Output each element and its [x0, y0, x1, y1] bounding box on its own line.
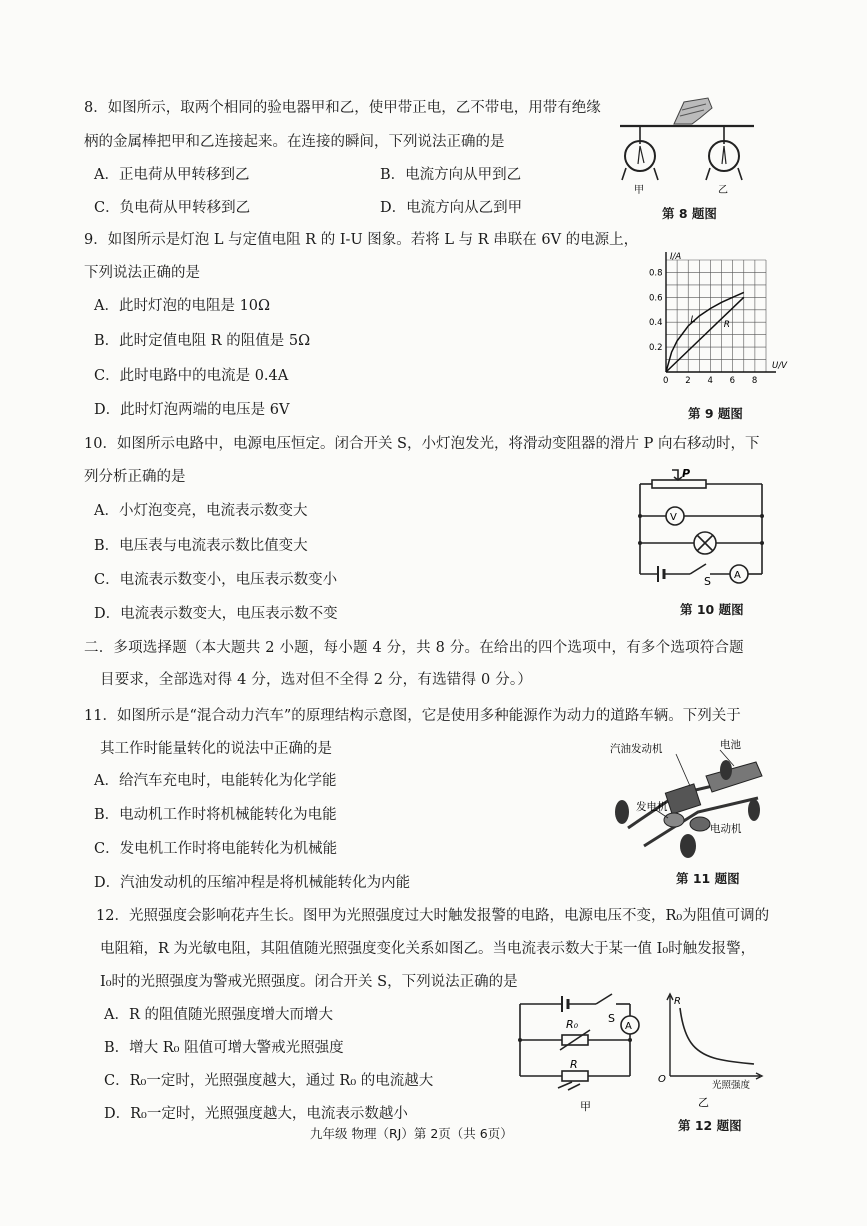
q12-option-a: A．R 的阻值随光照强度增大而增大: [104, 1007, 333, 1023]
q10-circuit-figure: [630, 466, 770, 586]
chart-x-tick-label: 0: [663, 376, 669, 386]
q8-option-a: A．正电荷从甲转移到乙: [94, 167, 250, 183]
q12-label-a: A: [625, 1021, 632, 1032]
q10-label-v: V: [670, 512, 677, 523]
q12-label-jia: 甲: [580, 1100, 591, 1113]
q11-stem-line2: 其工作时能量转化的说法中正确的是: [100, 741, 332, 757]
q8-option-c: C．负电荷从甲转移到乙: [94, 200, 251, 216]
q11-label-motor: 电动机: [710, 823, 742, 835]
q11-label-generator: 发电机: [636, 801, 668, 813]
chart-series-label-r: R: [723, 320, 731, 331]
chart-y-tick-label: 0.4: [649, 318, 663, 329]
chart-y-axis-label: I/A: [670, 252, 682, 262]
chart-x-axis-label: U/V: [772, 361, 787, 371]
q8-option-b: B．电流方向从甲到乙: [380, 167, 522, 183]
q12-graph-origin: O: [658, 1074, 666, 1085]
q12-stem-line2: 电阻箱，R 为光敏电阻，其阻值随光照强度变化关系如图乙。当电流表示数大于某一值 I₀时触发报警，: [100, 941, 756, 957]
q8-fig-label-yi: 乙: [718, 185, 728, 196]
q9-option-b: B．此时定值电阻 R 的阻值是 5Ω: [94, 333, 311, 349]
q11-caption: 第 11 题图: [676, 871, 740, 886]
chart-x-tick-label: 2: [685, 376, 691, 386]
q10-option-a: A．小灯泡变亮，电流表示数变大: [94, 503, 308, 519]
q8-fig-label-jia: 甲: [634, 185, 644, 196]
q9-caption: 第 9 题图: [688, 406, 743, 421]
q10-rheostat: [652, 480, 706, 488]
q12-graph-y-label: R: [674, 996, 681, 1007]
q8-caption: 第 8 题图: [662, 206, 717, 221]
q12-option-c: C．R₀一定时，光照强度越大，通过 R₀ 的电流越大: [104, 1073, 434, 1089]
q11-stem-line1: 11．如图所示是“混合动力汽车”的原理结构示意图，它是使用多种能源作为动力的道路车辆。下列关于: [84, 708, 741, 724]
q11-hybrid-car-figure: [608, 736, 768, 860]
q9-stem-line2: 下列说法正确的是: [84, 265, 200, 281]
chart-x-tick-label: 6: [729, 376, 736, 386]
q11-option-c: C．发电机工作时将电能转化为机械能: [94, 841, 338, 857]
q12-stem-line3: I₀时的光照强度为警戒光照强度。闭合开关 S，下列说法正确的是: [100, 974, 518, 990]
q12-option-b: B．增大 R₀ 阻值可增大警戒光照强度: [104, 1040, 344, 1056]
q10-stem-line2: 列分析正确的是: [84, 469, 186, 485]
page-footer: 九年级 物理（RJ）第 2页（共 6页）: [310, 1126, 513, 1141]
chart-x-tick-label: 8: [751, 376, 758, 386]
chart-y-tick-label: 0.2: [649, 343, 663, 354]
section2-heading-line1: 二．多项选择题（本大题共 2 小题，每小题 4 分，共 8 分。在给出的四个选项中，有多个选项符合题: [84, 640, 744, 656]
q10-stem-line1: 10．如图所示电路中，电源电压恒定。闭合开关 S，小灯泡发光，将滑动变阻器的滑片 P 向右移动时，下: [84, 436, 760, 452]
q12-graph-x-label: 光照强度: [712, 1080, 751, 1091]
q9-iu-chart: [640, 240, 790, 388]
q9-option-d: D．此时灯泡两端的电压是 6V: [94, 402, 290, 418]
q12-option-d: D．R₀一定时，光照强度越大，电流表示数越小: [104, 1106, 408, 1122]
section2-heading-line2: 目要求，全部选对得 4 分，选对但不全得 2 分，有选错得 0 分。）: [100, 672, 533, 688]
q9-stem-line1: 9．如图所示是灯泡 L 与定值电阻 R 的 I-U 图象。若将 L 与 R 串联在 6V 的电源上，: [84, 232, 639, 248]
q9-option-a: A．此时灯泡的电阻是 10Ω: [94, 298, 271, 314]
q10-option-b: B．电压表与电流表示数比值变大: [94, 538, 308, 554]
q12-stem-line1: 12．光照强度会影响花卉生长。图甲为光照强度过大时触发报警的电路，电源电压不变，R₀为阻值可调的: [96, 908, 770, 924]
chart-y-tick-label: 0.8: [649, 268, 663, 279]
q11-option-d: D．汽油发动机的压缩冲程是将机械能转化为内能: [94, 875, 411, 891]
q12-resistance-graph-yi: [654, 990, 766, 1108]
chart-x-tick-label: 4: [707, 376, 713, 386]
q12-label-s: S: [608, 1012, 615, 1025]
q11-label-engine: 汽油发动机: [610, 743, 663, 755]
chart-y-tick-label: 0.6: [649, 293, 663, 304]
q12-label-r: R: [570, 1058, 578, 1071]
q9-option-c: C．此时电路中的电流是 0.4A: [94, 368, 289, 384]
q11-option-a: A．给汽车充电时，电能转化为化学能: [94, 773, 337, 789]
q11-label-battery: 电池: [720, 739, 741, 751]
q12-label-yi: 乙: [698, 1096, 709, 1108]
q8-stem-line2: 柄的金属棒把甲和乙连接起来。在连接的瞬间，下列说法正确的是: [84, 134, 505, 150]
q12-label-r0: R₀: [566, 1018, 579, 1031]
q8-stem-line1: 8．如图所示，取两个相同的验电器甲和乙，使甲带正电，乙不带电，用带有绝缘: [84, 100, 601, 116]
q8-electroscope-figure: [612, 96, 762, 200]
q10-label-s: S: [704, 575, 711, 586]
q10-option-c: C．电流表示数变小，电压表示数变小: [94, 572, 338, 588]
q12-caption: 第 12 题图: [678, 1118, 742, 1133]
q10-label-a: A: [734, 570, 741, 581]
q10-option-d: D．电流表示数变大，电压表示数不变: [94, 606, 338, 622]
q10-label-p: P: [682, 467, 691, 480]
q11-option-b: B．电动机工作时将机械能转化为电能: [94, 807, 337, 823]
q10-caption: 第 10 题图: [680, 602, 744, 617]
q12-circuit-figure-jia: [512, 990, 652, 1116]
chart-series-label-l: L: [690, 315, 696, 326]
q8-option-d: D．电流方向从乙到甲: [380, 200, 523, 216]
